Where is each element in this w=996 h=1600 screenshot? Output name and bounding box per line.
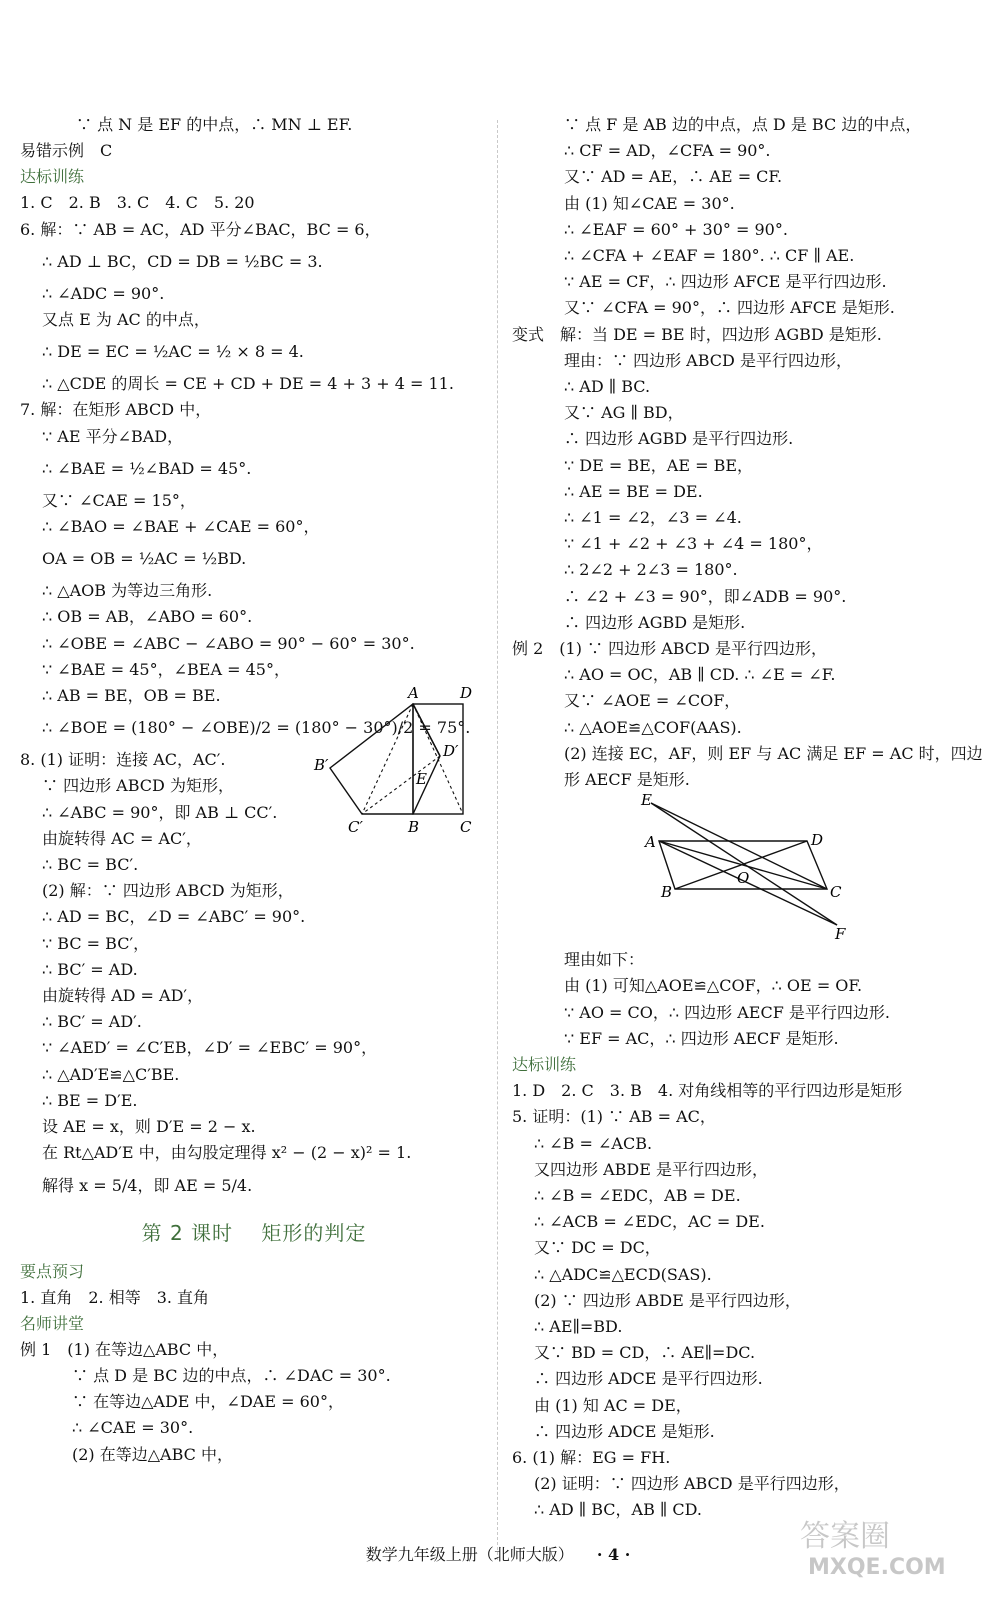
text-line: ∴ ∠CAE = 30°. [72, 1418, 194, 1438]
text-line: 形 AECF 是矩形. [564, 770, 690, 790]
text-line: ∴ AD ⊥ BC，CD = DB = ½BC = 3. [42, 251, 323, 271]
text-line: ∴ CF = AD，∠CFA = 90°. [564, 141, 771, 161]
text-line: 7. 解：在矩形 ABCD 中， [20, 400, 212, 420]
footer-book-title: 数学九年级上册（北师大版） [365, 1545, 574, 1564]
text-line: 5. 证明：(1) ∵ AB = AC， [512, 1107, 716, 1127]
text-line: ∴ 2∠2 + 2∠3 = 180°. [564, 560, 738, 580]
text-line: ∵ ∠1 + ∠2 + ∠3 + ∠4 = 180°， [564, 534, 823, 554]
text-line: ∴ BC = BC′. [42, 855, 139, 875]
text-line: ∴ ∠B = ∠ACB. [534, 1133, 653, 1153]
text-line: 易错示例 C [20, 141, 113, 161]
text-line: ∴ ∠ACB = ∠EDC，AC = DE. [534, 1212, 765, 1232]
text-line: ∴ AD = BC，∠D = ∠ABC′ = 90°. [42, 907, 306, 927]
right-lines [512, 112, 983, 793]
text-line: ∴ ∠BAO = ∠BAE + ∠CAE = 60°， [42, 517, 320, 537]
label-b: B [408, 818, 420, 834]
lesson-title: 第 2 课时 矩形的判定 [141, 1220, 367, 1245]
text-line: ∴ ∠OBE = ∠ABC − ∠ABO = 90° − 60° = 30°. [42, 633, 415, 653]
right-lines-2 [512, 947, 980, 1523]
text-line: ∵ 点 F 是 AB 边的中点，点 D 是 BC 边的中点， [564, 115, 922, 134]
text-line: ∵ 四边形 ABCD 为矩形， [42, 776, 234, 796]
svg-text:答案圈: 答案圈 [800, 1519, 890, 1554]
text-line: 又∵ BD = CD，∴ AE∥=DC. [534, 1343, 756, 1363]
text-line: ∴ AD ∥ BC. [564, 377, 651, 397]
label-a2: A [645, 833, 656, 852]
text-line: ∴ 四边形 ADCE 是平行四边形. [534, 1369, 763, 1389]
text-line: ∴ AD ∥ BC，AB ∥ CD. [534, 1500, 702, 1520]
text-line: ∴ ∠BOE = (180° − ∠OBE)/2 = (180° − 30°)/2 = 75°. [42, 718, 471, 738]
text-line: ∴ △AOE≌△COF(AAS). [564, 717, 742, 737]
label-f2: F [835, 925, 846, 944]
text-line: ∵ 点 D 是 BC 边的中点，∴ ∠DAC = 30°. [72, 1365, 391, 1385]
text-line: 又点 E 为 AC 的中点， [42, 310, 210, 330]
text-line: ∵ AE = CF，∴ 四边形 AFCE 是平行四边形. [564, 272, 887, 292]
text-line: 1. D 2. C 3. B 4. 对角线相等的平行四边形是矩形 [512, 1081, 903, 1101]
right-column [512, 112, 983, 1524]
text-line: ∴ ∠BAE = ½∠BAD = 45°. [42, 458, 252, 478]
text-line: ∴ ∠ABC = 90°，即 AB ⊥ CC′. [42, 802, 278, 822]
text-line: 1. 直角 2. 相等 3. 直角 [20, 1287, 210, 1307]
left-lines [20, 112, 488, 1205]
text-line: 由 (1) 可知△AOE≌△COF，∴ OE = OF. [564, 976, 863, 996]
section-heading: 要点预习 [20, 1261, 85, 1281]
section-heading: 达标训练 [20, 167, 85, 187]
label-c: C [460, 818, 472, 834]
text-line: 例 1 (1) 在等边△ABC 中， [20, 1339, 229, 1359]
text-line: OA = OB = ½AC = ½BD. [42, 549, 247, 569]
text-line: (2) 证明：∵ 四边形 ABCD 是平行四边形， [534, 1474, 850, 1494]
text-line: ∴ ∠CFA + ∠EAF = 180°. ∴ CF ∥ AE. [564, 246, 855, 266]
text-line: 变式 解：当 DE = BE 时，四边形 AGBD 是矩形. [512, 324, 882, 344]
svg-text:MXQE.COM: MXQE.COM [808, 1555, 946, 1580]
text-line: ∴ AE∥=BD. [534, 1316, 623, 1336]
text-line: ∵ EF = AC，∴ 四边形 AECF 是矩形. [564, 1028, 839, 1048]
text-line: ∴ △AD′E≌△C′BE. [42, 1064, 180, 1084]
text-line: 由 (1) 知 AC = DE， [534, 1395, 692, 1415]
dashed-d-prime-c-prime [362, 756, 440, 814]
text-line: ∴ 四边形 ADCE 是矩形. [534, 1421, 715, 1441]
label-d-prime: D′ [443, 742, 459, 760]
label-e: E [416, 770, 427, 788]
text-line: ∴ ∠ADC = 90°. [42, 283, 165, 303]
text-line: ∵ ∠BAE = 45°，∠BEA = 45°， [42, 659, 290, 679]
text-line: ∵ ∠AED′ = ∠C′EB，∠D′ = ∠EBC′ = 90°， [42, 1038, 378, 1058]
section-heading: 达标训练 [512, 1055, 577, 1075]
text-line: ∴ ∠B = ∠EDC，AB = DE. [534, 1185, 741, 1205]
text-line: 又∵ ∠CAE = 15°， [42, 490, 196, 510]
text-line: ∴ AB = BE，OB = BE. [42, 686, 221, 706]
dashed-ac-prime [362, 704, 413, 814]
text-line: 例 2 (1) ∵ 四边形 ABCD 是平行四边形， [512, 639, 827, 659]
text-line: 解得 x = 5/4，即 AE = 5/4. [42, 1175, 253, 1195]
label-b2: B [661, 883, 673, 902]
text-line: ∵ AE 平分∠BAD， [42, 426, 184, 446]
rectangle-rotation-figure [290, 684, 480, 834]
text-line: (2) 连接 EC，AF，则 EF 与 AC 满足 EF = AC 时，四边 [564, 743, 983, 763]
text-line: (2) ∵ 四边形 ABDE 是平行四边形， [534, 1290, 801, 1310]
text-line: ∴ 四边形 AGBD 是矩形. [564, 612, 746, 632]
text-line: 又∵ AG ∥ BD， [564, 403, 684, 423]
text-line: 由旋转得 AC = AC′， [42, 828, 202, 848]
label-c-prime: C′ [348, 818, 363, 834]
text-line: ∵ DE = BE，AE = BE， [564, 455, 754, 475]
text-line: ∴ 四边形 AGBD 是平行四边形. [564, 429, 794, 449]
column-divider [497, 120, 498, 1560]
label-a: A [408, 684, 419, 702]
text-line: 又∵ AD = AE，∴ AE = CF. [564, 167, 783, 187]
text-line: 8. (1) 证明：连接 AC，AC′. [20, 750, 226, 770]
text-line: ∴ ∠2 + ∠3 = 90°，即∠ADB = 90°. [564, 586, 847, 606]
page-number: · 4 · [596, 1545, 631, 1564]
text-line: ∴ AO = OC，AB ∥ CD. ∴ ∠E = ∠F. [564, 665, 836, 685]
text-line: ∴ BC′ = AD. [42, 959, 138, 979]
label-b-prime: B′ [314, 756, 329, 774]
text-line: ∴ ∠1 = ∠2，∠3 = ∠4. [564, 508, 742, 528]
text-line: 设 AE = x，则 D′E = 2 − x. [42, 1117, 256, 1137]
text-line: ∵ 在等边△ADE 中，∠DAE = 60°， [72, 1392, 344, 1412]
text-line: ∵ BC = BC′， [42, 933, 150, 953]
text-line: 6. (1) 解：EG = FH. [512, 1447, 671, 1467]
parallelogram-figure [627, 793, 847, 943]
label-d: D [460, 684, 473, 702]
text-line: ∴ AE = BE = DE. [564, 481, 703, 501]
text-line: (2) 在等边△ABC 中， [72, 1444, 233, 1464]
text-line: 1. C 2. B 3. C 4. C 5. 20 [20, 193, 255, 213]
text-line: 又∵ DC = DC， [534, 1238, 661, 1258]
text-line: ∴ BE = D′E. [42, 1090, 138, 1110]
left-lines-2 [20, 1259, 488, 1468]
text-line: 又∵ ∠CFA = 90°，∴ 四边形 AFCE 是矩形. [564, 298, 895, 318]
text-line: ∴ BC′ = AD′. [42, 1012, 142, 1032]
text-line: 在 Rt△AD′E 中，由勾股定理得 x² − (2 − x)² = 1. [42, 1143, 412, 1163]
text-line: 理由：∵ 四边形 ABCD 是平行四边形， [564, 350, 852, 370]
text-line: ∴ OB = AB，∠ABO = 60°. [42, 607, 253, 627]
text-line: ∴ △AOB 为等边三角形. [42, 581, 213, 601]
text-line: ∵ 点 N 是 EF 的中点，∴ MN ⊥ EF. [76, 115, 353, 134]
text-line: ∴ △CDE 的周长 = CE + CD + DE = 4 + 3 + 4 = 11. [42, 374, 454, 394]
text-line: 6. 解：∵ AB = AC，AD 平分∠BAC，BC = 6， [20, 219, 381, 239]
text-line: (2) 解：∵ 四边形 ABCD 为矩形， [42, 881, 294, 901]
label-c2: C [830, 883, 842, 902]
text-line: 理由如下： [564, 950, 645, 970]
watermark-logo [788, 1512, 978, 1582]
label-d2: D [811, 831, 824, 850]
text-line: 由旋转得 AD = AD′， [42, 986, 204, 1006]
label-e2: E [641, 793, 652, 810]
text-line: ∴ ∠EAF = 60° + 30° = 90°. [564, 219, 788, 239]
section-heading: 名师讲堂 [20, 1313, 85, 1333]
text-line: ∴ △ADC≌△ECD(SAS). [534, 1264, 712, 1284]
text-line: ∴ DE = EC = ½AC = ½ × 8 = 4. [42, 342, 304, 362]
text-line: 由 (1) 知∠CAE = 30°. [564, 193, 735, 213]
label-o2: O [737, 869, 750, 888]
text-line: 又∵ ∠AOE = ∠COF， [564, 691, 741, 711]
text-line: ∵ AO = CO，∴ 四边形 AECF 是平行四边形. [564, 1002, 890, 1022]
text-line: 又四边形 ABDE 是平行四边形， [534, 1159, 768, 1179]
